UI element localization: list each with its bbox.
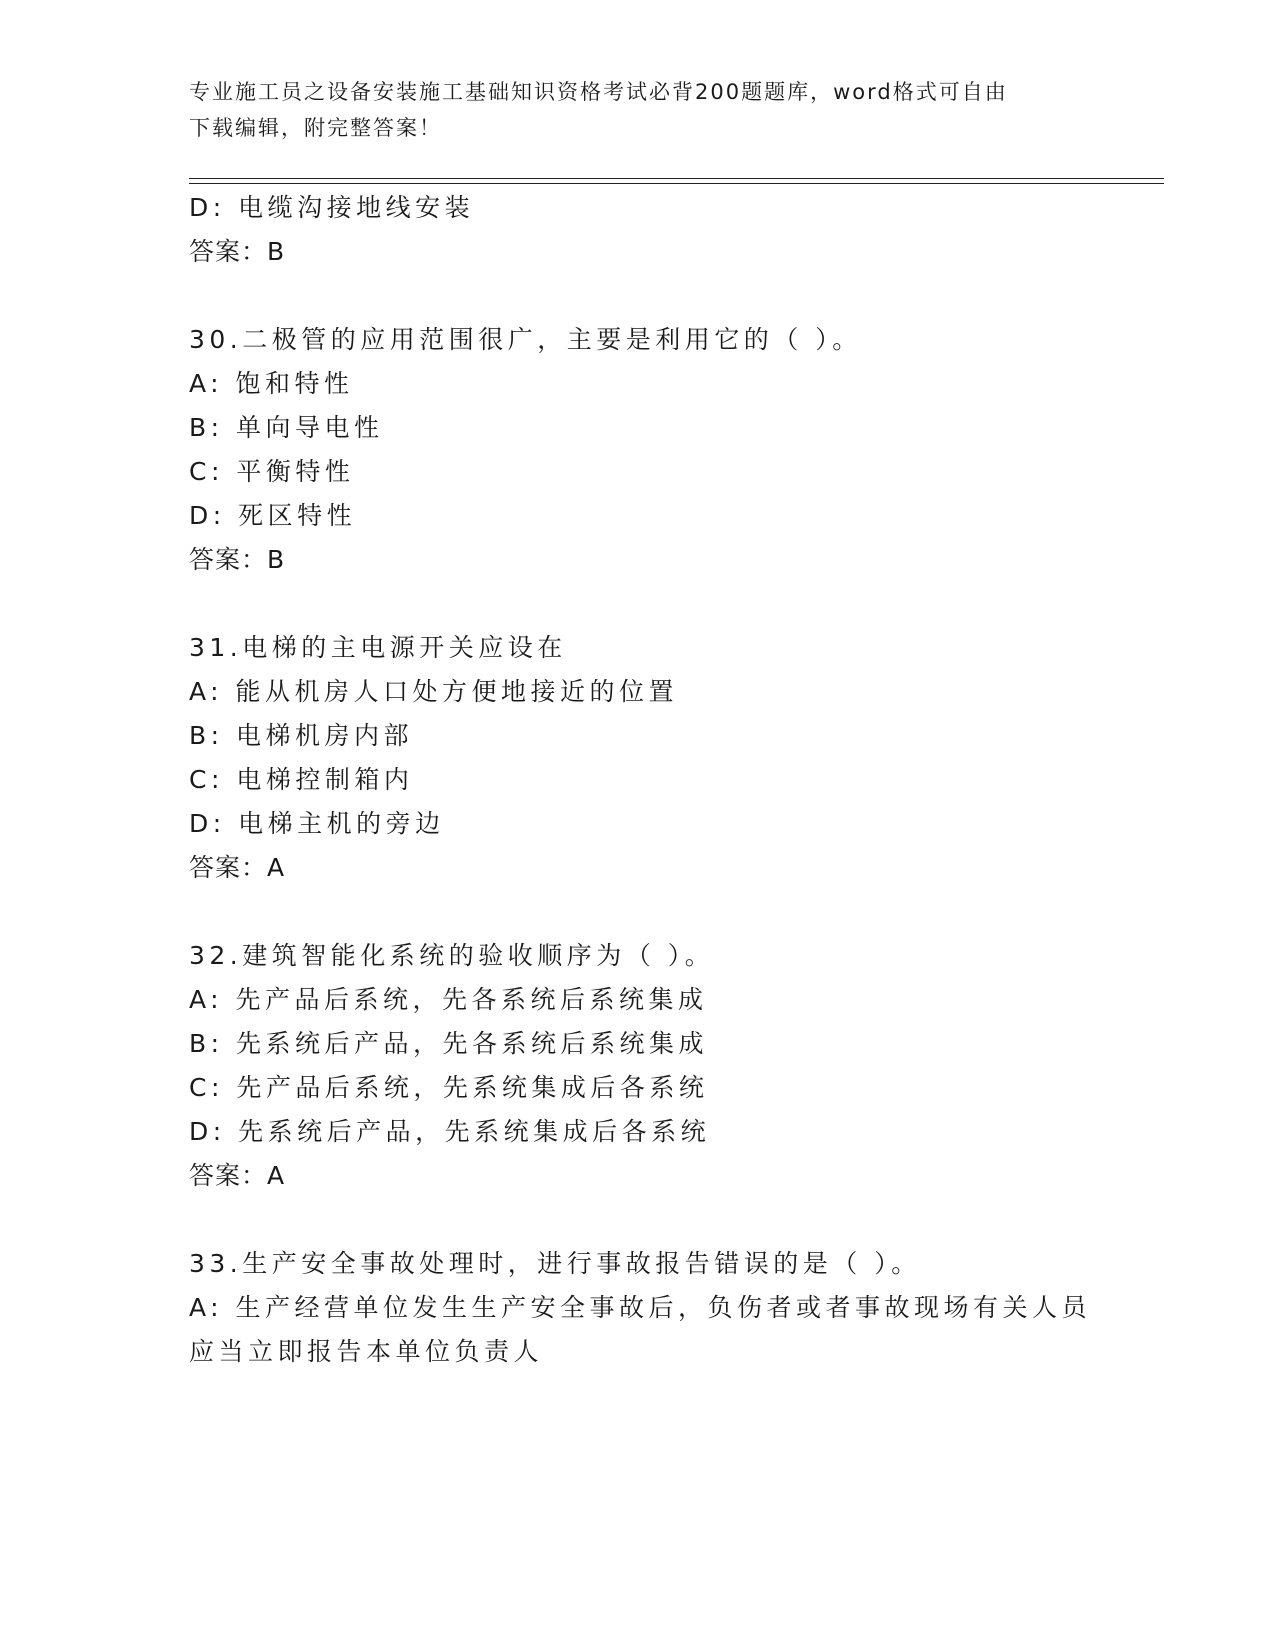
answer-label: 答案：A [189,1161,286,1190]
option-d: D: 死区特性 [189,501,357,530]
header-line-2: 下载编辑，附完整答案！ [189,116,442,140]
question-stem: 31.电梯的主电源开关应设在 [189,633,567,662]
option-c: C: 平衡特性 [189,457,355,486]
header-line-1: 专业施工员之设备安装施工基础知识资格考试必背200题题库，word格式可自由 [189,80,1008,104]
option-a: A: 生产经营单位发生生产安全事故后，负伤者或者事故现场有关人员 [189,1293,1092,1322]
option-c: C: 先产品后系统，先系统集成后各系统 [189,1073,709,1102]
option-d: D: 电梯主机的旁边 [189,809,445,838]
option-a-continued: 应当立即报告本单位负责人 [189,1337,544,1366]
option-b: B: 先系统后产品，先各系统后系统集成 [189,1029,709,1058]
document-header [189,74,1089,146]
answer-label: 答案：B [189,545,286,574]
question-stem: 30.二极管的应用范围很广，主要是利用它的（ ）。 [189,325,862,354]
option-b: B: 电梯机房内部 [189,721,414,750]
option-a: A: 饱和特性 [189,369,354,398]
option-b: B: 单向导电性 [189,413,384,442]
answer-label: 答案：A [189,853,286,882]
question-stem: 32.建筑智能化系统的验收顺序为（ ）。 [189,941,715,970]
answer-label: 答案：B [189,237,286,266]
option-d: D: 电缆沟接地线安装 [189,193,475,222]
option-a: A: 先产品后系统，先各系统后系统集成 [189,985,708,1014]
header-rule-bottom [189,183,1164,184]
option-d: D: 先系统后产品，先系统集成后各系统 [189,1117,711,1146]
option-c: C: 电梯控制箱内 [189,765,414,794]
header-rule-top [189,178,1164,179]
option-a: A: 能从机房人口处方便地接近的位置 [189,677,679,706]
question-stem: 33.生产安全事故处理时，进行事故报告错误的是（ ）。 [189,1249,921,1278]
